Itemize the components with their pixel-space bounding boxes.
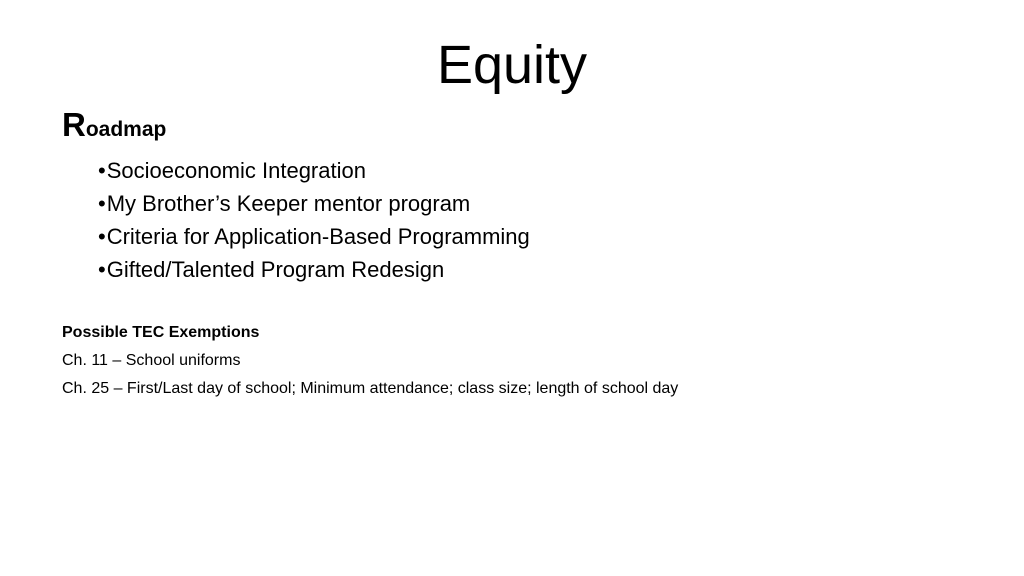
slide-title: Equity [436, 35, 588, 95]
list-item [98, 220, 530, 253]
list-item-text: Criteria for Application-Based Programming [106, 224, 530, 249]
roadmap-list [98, 154, 530, 286]
roadmap-rest: oadmap [85, 118, 167, 141]
exemption-line: Ch. 11 – School uniforms [62, 352, 241, 369]
list-item-text: Socioeconomic Integration [106, 158, 366, 183]
exemptions-heading: Possible TEC Exemptions [62, 324, 260, 341]
roadmap-initial: R [62, 106, 86, 143]
exemptions-section [62, 319, 678, 403]
list-item [98, 154, 530, 187]
list-item [98, 253, 530, 286]
bullet-icon: • [98, 158, 106, 183]
roadmap-heading [62, 108, 166, 141]
bullet-icon: • [98, 257, 106, 282]
bullet-icon: • [98, 191, 106, 216]
exemption-line: Ch. 25 – First/Last day of school; Minimum attendance; class size; length of school day [62, 380, 679, 397]
list-item [98, 187, 530, 220]
list-item-text: My Brother’s Keeper mentor program [106, 191, 471, 216]
bullet-icon: • [98, 224, 106, 249]
list-item-text: Gifted/Talented Program Redesign [106, 257, 445, 282]
